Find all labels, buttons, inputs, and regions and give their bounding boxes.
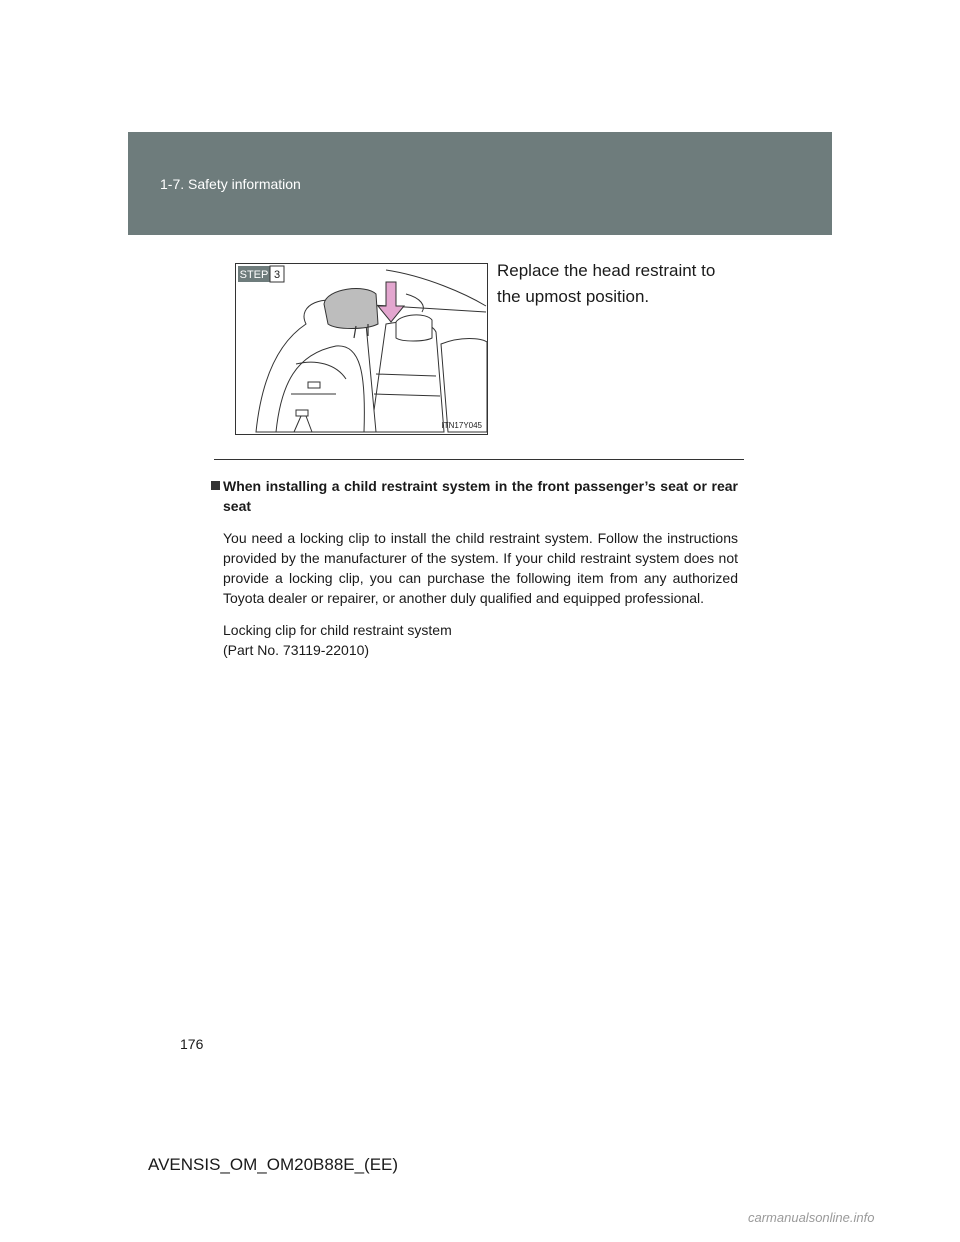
square-bullet-icon <box>211 481 220 490</box>
page-number: 176 <box>180 1036 204 1052</box>
illustration-figure <box>235 263 488 435</box>
document-code: AVENSIS_OM_OM20B88E_(EE) <box>148 1155 399 1174</box>
note-heading-text: When installing a child restraint system in the front passenger’s seat or rear seat <box>223 478 738 514</box>
step-number: 3 <box>273 269 281 281</box>
step-label: STEP <box>239 269 269 281</box>
head-restraint-illustration <box>236 264 487 434</box>
watermark: carmanualsonline.info <box>748 1210 875 1225</box>
section-divider <box>214 459 744 460</box>
down-arrow-icon <box>378 282 404 322</box>
note-paragraph: You need a locking clip to install the child restraint system. Follow the instructions provided by the manufacturer of the system. If your child restraint system does not provide a locking clip, you can purchase the following item from any authorized Toyota dealer or repairer, or another duly qualified and equipped professional. <box>223 530 738 606</box>
part-number: (Part No. 73119-22010) <box>223 642 370 658</box>
note-block <box>223 476 738 660</box>
section-title: 1-7. Safety information <box>160 176 301 192</box>
part-info <box>223 620 738 660</box>
step-instruction: Replace the head restraint to the upmost position. <box>497 261 716 306</box>
note-heading <box>211 476 738 516</box>
image-code: ITN17Y045 <box>441 421 482 430</box>
part-name: Locking clip for child restraint system <box>223 622 452 638</box>
